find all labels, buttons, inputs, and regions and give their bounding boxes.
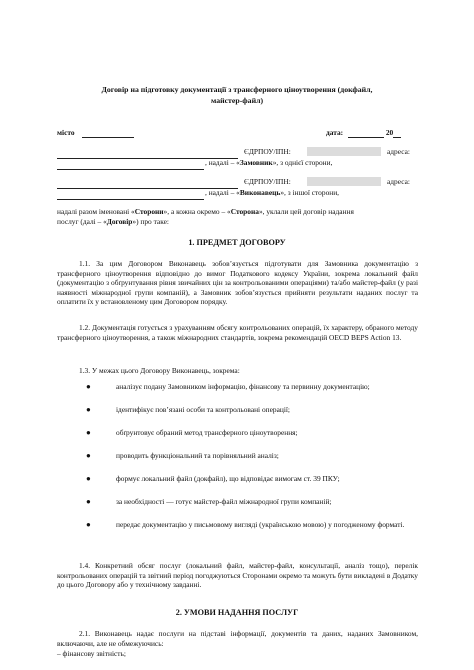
paragraph-2-1: 2.1. Виконавець надає послуги на підставі інформації, документів та даних, наданих Замовником, включаючи, але не обмежуючись: xyxy=(57,629,418,648)
list-item: – фінансову звітність; xyxy=(57,649,126,658)
paragraph-1-1: 1.1. За цим Договором Виконавець зобов’язується підготувати для Замовника документацію з трансферного ціноутворення відповідно до вимог Податкового кодексу України, зокрема локальний файл (документацію з обґрунтування рівня звичайних цін за контрольованими операціями) та/або майстер-файл (у разі наявності міжнародної групи компаній), а Замовник зобов’язується прийняти результати наданих послуг та оплатити їх у встановленому цим Договором порядку. xyxy=(57,259,418,307)
party1-edrpou-label: ЄДРПОУ/ІПН: xyxy=(244,147,291,156)
party2-address-field[interactable] xyxy=(57,190,204,200)
bullet-icon: ● xyxy=(86,405,91,414)
date-row xyxy=(326,128,401,138)
document-title-line-1: Договір на підготовку документації з трансферного ціноутворення (докфайл, xyxy=(101,85,373,94)
party2-address-label: адреса: xyxy=(387,177,410,186)
bullet-icon: ● xyxy=(86,474,91,483)
party1-address-label: адреса: xyxy=(387,147,410,156)
party2-role-line: , надалі – «Виконавець», з іншої сторони, xyxy=(205,188,340,197)
list-item: аналізує подану Замовником інформацію, фінансову та первинну документацію; xyxy=(116,382,370,391)
list-item: проводить функціональний та порівняльний аналіз; xyxy=(116,451,279,460)
list-item: формує локальний файл (докфайл), що відповідає вимогам ст. 39 ПКУ; xyxy=(116,474,340,483)
party1-address-field[interactable] xyxy=(57,160,204,170)
party1-role-line: , надалі – «Замовник», з однієї сторони, xyxy=(205,158,333,167)
list-item: обґрунтовує обраний метод трансферного ціноутворення; xyxy=(116,428,298,437)
list-item: за необхідності — готує майстер-файл міжнародної групи компаній; xyxy=(116,497,332,506)
place-field[interactable] xyxy=(82,130,134,138)
paragraph-1-2: 1.2. Документація готується з урахуванням обсягу контрольованих операцій, їх характеру, обраного методу трансферного ціноутворення, а також міжнародних стандартів, зокрема рекомендацій OECD BEPS Action 13. xyxy=(57,323,418,342)
list-item: ідентифікує пов’язані особи та контрольовані операції; xyxy=(116,405,290,414)
year-field[interactable] xyxy=(393,130,401,138)
place-label: місто xyxy=(57,128,75,137)
section2-heading: 2. УМОВИ НАДАННЯ ПОСЛУГ xyxy=(175,608,299,617)
document-title-line-2: майстер-файл) xyxy=(210,96,264,105)
bullet-icon: ● xyxy=(86,382,91,391)
paragraph-1-4: 1.4. Конкретний обсяг послуг (локальний файл, майстер-файл, консультації, аналіз тощо), перелік контрольованих операцій та звітний період погоджуються Сторонами окремо та можуть бути викладені в Додатку до цього Договору або у технічному завданні. xyxy=(57,561,418,590)
list-item: передає документацію у письмовому вигляді (українською мовою) у погодженому форматі. xyxy=(116,520,405,529)
intro-paragraph: надалі разом іменовані «Сторони», а кожна окремо – «Сторона», уклали цей договір надання послуг (далі – «Договір») про таке: xyxy=(57,207,354,226)
party1-edrpou-field[interactable] xyxy=(307,147,381,156)
party2-role: Виконавець xyxy=(239,188,281,197)
bullet-icon: ● xyxy=(86,428,91,437)
party1-role: Замовник xyxy=(239,158,273,167)
bullet-icon: ● xyxy=(86,520,91,529)
date-label: дата: xyxy=(326,128,344,137)
place-row xyxy=(57,128,134,138)
year-prefix: 20 xyxy=(385,128,394,137)
bullet-icon: ● xyxy=(86,451,91,460)
paragraph-1-3: 1.3. У межах цього Договору Виконавець, зокрема: xyxy=(79,366,240,375)
date-field[interactable] xyxy=(348,130,384,138)
bullet-icon: ● xyxy=(86,497,91,506)
party2-edrpou-field[interactable] xyxy=(307,177,381,186)
party2-edrpou-label: ЄДРПОУ/ІПН: xyxy=(244,177,291,186)
section1-heading: 1. ПРЕДМЕТ ДОГОВОРУ xyxy=(188,238,286,247)
